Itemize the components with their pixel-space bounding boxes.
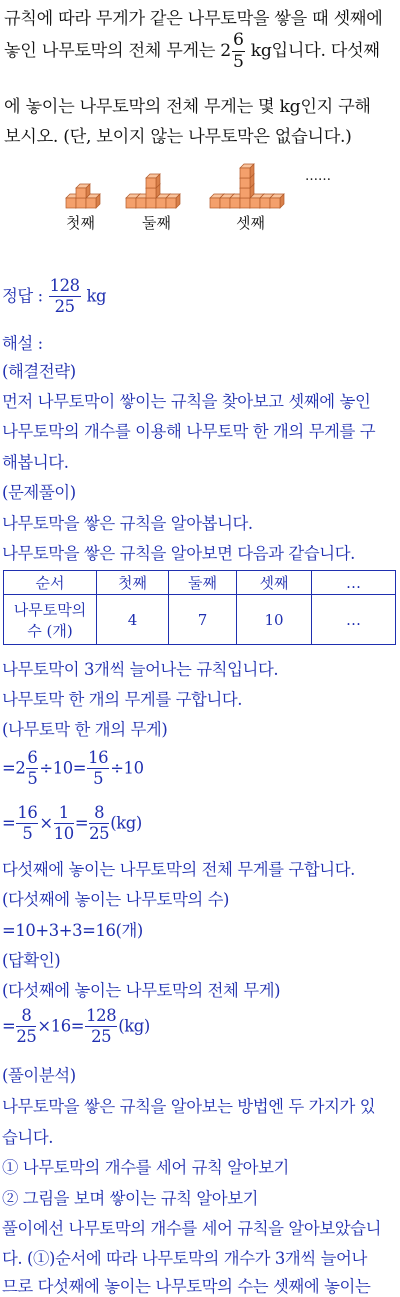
table-cell: …: [312, 595, 396, 645]
eq-num: 1: [54, 805, 74, 824]
eq-fraction: [87, 750, 109, 788]
row-label-line-2: 수 (개): [27, 621, 73, 640]
explain-title: 해설 :: [2, 334, 43, 353]
solve-heading: (문제풀이): [2, 483, 76, 502]
eq-den: 25: [16, 1027, 37, 1047]
solve-line-3: 나무토막이 3개씩 늘어나는 규칙입니다.: [2, 660, 279, 679]
block-cube: [146, 188, 156, 198]
solve-line-8: =10+3+3=16(개): [2, 921, 143, 940]
answer-numerator: 128: [49, 278, 81, 297]
figure-label-second: 둘째: [142, 214, 171, 232]
block-cube: [146, 198, 156, 208]
strategy-line-2: 나무토막의 개수를 이용해 나무토막 한 개의 무게를 구: [2, 422, 376, 441]
block-count-table: [3, 570, 396, 645]
eq-num: 16: [16, 805, 38, 824]
eq-fraction: [85, 1008, 117, 1046]
eq-den: 5: [27, 769, 38, 789]
table-header: 셋째: [237, 571, 312, 595]
eq-fraction: [26, 750, 38, 788]
table-header-row: [4, 571, 396, 595]
block-stacks-figure: [60, 150, 350, 232]
eq-text: (kg): [118, 1016, 150, 1036]
table-row: [4, 595, 396, 645]
table-header: 순서: [4, 571, 97, 595]
figure-ellipsis: ……: [305, 169, 331, 184]
block-cube: [240, 188, 250, 198]
answer-label: 정답 :: [2, 286, 48, 306]
block-cube: [66, 198, 76, 208]
analysis-line-3: ① 나무토막의 개수를 세어 규칙 알아보기: [2, 1158, 289, 1177]
answer-denominator: 25: [54, 297, 75, 317]
question-line-4: 보시오. (단, 보이지 않는 나무토막은 없습니다.): [4, 127, 352, 147]
answer-unit: kg: [81, 286, 107, 306]
eq-den: 25: [91, 1027, 112, 1047]
block-cube: [136, 198, 146, 208]
check-line-1: (다섯째에 놓이는 나무토막의 전체 무게): [2, 981, 281, 1000]
eq-fraction: [54, 805, 74, 843]
check-heading: (답확인): [2, 951, 61, 970]
analysis-heading: (풀이분석): [2, 1066, 76, 1085]
block-cube: [166, 198, 176, 208]
eq-text: =: [74, 813, 89, 833]
question-fraction: [232, 32, 245, 71]
question-line-2: [4, 32, 380, 71]
analysis-line-4: ② 그림을 보며 쌓이는 규칙 알아보기: [2, 1189, 259, 1208]
table-cell: 7: [169, 595, 237, 645]
solve-line-7: (다섯째에 놓이는 나무토막의 수): [2, 890, 230, 909]
analysis-line-7: 므로 다섯째에 놓이는 나무토막의 수는 셋째에 놓이는: [2, 1277, 371, 1296]
eq-fraction: [16, 1008, 36, 1046]
table-cell: 4: [97, 595, 169, 645]
block-cube: [250, 198, 260, 208]
question-line-3: 에 놓이는 나무토막의 전체 무게는 몇 kg인지 구해: [4, 97, 371, 117]
eq-num: 8: [89, 805, 109, 824]
equation-2: [2, 805, 142, 843]
block-cube: [76, 188, 86, 198]
block-cube: [260, 198, 270, 208]
analysis-line-1: 나무토막을 쌓은 규칙을 알아보는 방법엔 두 가지가 있: [2, 1097, 376, 1116]
solve-line-4: 나무토막 한 개의 무게를 구합니다.: [2, 690, 243, 709]
eq-fraction: [89, 805, 109, 843]
eq-num: 128: [85, 1008, 117, 1027]
question-line-2-pre: 놓인 나무토막의 전체 무게는 2: [4, 41, 231, 62]
eq-den: 5: [93, 769, 104, 789]
eq-num: 16: [87, 750, 109, 769]
solve-line-5: (나무토막 한 개의 무게): [2, 720, 168, 739]
analysis-line-2: 습니다.: [2, 1128, 54, 1147]
eq-den: 10: [53, 824, 74, 844]
question-line-2-post: kg입니다. 다섯째: [245, 41, 380, 62]
block-cube: [240, 178, 250, 188]
eq-text: ×: [39, 813, 53, 833]
table-header: 둘째: [169, 571, 237, 595]
eq-den: 5: [22, 824, 33, 844]
eq-text: =: [2, 813, 16, 833]
table-cell: 10: [237, 595, 312, 645]
figure-label-third: 셋째: [236, 214, 265, 232]
eq-num: 8: [16, 1008, 36, 1027]
eq-text: (kg): [110, 813, 142, 833]
answer-fraction: [49, 278, 81, 316]
analysis-line-5: 풀이에선 나무토막의 개수를 세어 규칙을 알아보았습니: [2, 1219, 382, 1238]
block-cube: [230, 198, 240, 208]
block-cube: [240, 168, 250, 178]
block-cube: [270, 198, 280, 208]
answer-line: [2, 278, 106, 316]
block-cube: [220, 198, 230, 208]
table-header: …: [312, 571, 396, 595]
fraction-numerator: 6: [232, 32, 245, 52]
equation-1: [2, 750, 144, 788]
figure-label-first: 첫째: [66, 214, 95, 232]
eq-text: ÷10: [110, 758, 144, 778]
eq-text: ×16=: [37, 1016, 85, 1036]
solve-line-1: 나무토막을 쌓은 규칙을 알아봅니다.: [2, 514, 253, 533]
fraction-denominator: 5: [232, 52, 244, 73]
strategy-line-3: 해봅니다.: [2, 453, 69, 472]
block-cube: [86, 198, 96, 208]
row-label-line-1: 나무토막의: [13, 600, 87, 619]
block-cube: [156, 198, 166, 208]
solve-line-6: 다섯째에 놓이는 나무토막의 전체 무게를 구합니다.: [2, 860, 355, 879]
eq-num: 6: [26, 750, 38, 769]
strategy-heading: (해결전략): [2, 362, 76, 381]
table-header: 첫째: [97, 571, 169, 595]
eq-text: ÷10=: [39, 758, 87, 778]
equation-3: [2, 1008, 150, 1046]
block-cube: [76, 198, 86, 208]
table-row-label: [4, 595, 97, 645]
block-cube: [126, 198, 136, 208]
eq-text: =2: [2, 758, 26, 778]
eq-fraction: [16, 805, 38, 843]
block-cube: [146, 178, 156, 188]
eq-den: 25: [89, 824, 110, 844]
solve-line-2: 나무토막을 쌓은 규칙을 알아보면 다음과 같습니다.: [2, 544, 355, 563]
analysis-line-6: 다. (①)순서에 따라 나무토막의 개수가 3개씩 늘어나: [2, 1249, 367, 1268]
strategy-line-1: 먼저 나무토막이 쌓이는 규칙을 찾아보고 셋째에 놓인: [2, 392, 371, 411]
eq-text: =: [2, 1016, 16, 1036]
block-cube: [240, 198, 250, 208]
block-cube: [210, 198, 220, 208]
question-line-1: 규칙에 따라 무게가 같은 나무토막을 쌓을 때 셋째에: [4, 9, 383, 29]
